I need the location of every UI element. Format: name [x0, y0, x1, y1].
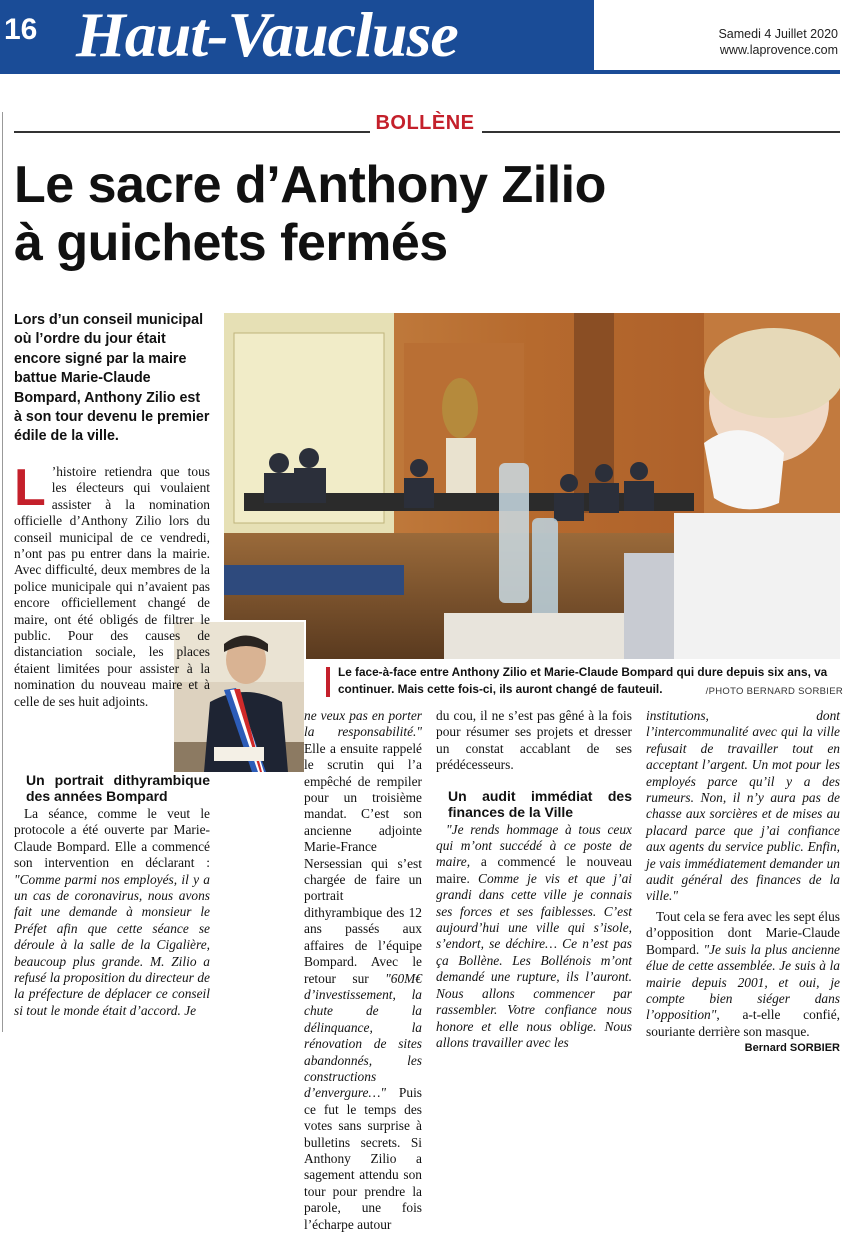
- body-paragraph-7: [646, 909, 840, 1040]
- column-1-bottom: [14, 772, 210, 1019]
- website-link[interactable]: www.laprovence.com: [719, 43, 838, 57]
- column-3: [436, 708, 632, 1051]
- column-1-top: [14, 459, 210, 710]
- page-number: 16: [4, 13, 38, 46]
- body-text: Elle a ensuite rappelé le scrutin qui l’a empêché de rempiler pour un troisième mandat. C’est son ancienne adjointe Marie-France Nersessian qui s’est chargée de faire un portrait dithyrambique des 12 ans passés aux affaires de l’équipe Bompard. Avec le retour sur: [304, 740, 422, 986]
- body-paragraph-1: [14, 459, 210, 710]
- headline-line-1: Le sacre d’Anthony Zilio: [14, 156, 606, 214]
- council-meeting-photo: [224, 313, 840, 659]
- standfirst: Lors d’un conseil municipal où l’ordre du jour était encore signé par la maire battue Marie-Claude Bompard, Anthony Zilio est à son tour devenu le premier édile de la ville.: [14, 312, 210, 445]
- body-paragraph-4: [436, 708, 632, 774]
- photo-credit: /PHOTO BERNARD SORBIER: [705, 686, 843, 697]
- body-paragraph-6: institutions, dont l’intercommunalité avec qui la ville refusait de travailler tout en acceptant l’argent. Un mot pour les employés parce qu’il y a des rumeurs. Non, il n’y aura pas de chasse aux sorcières et de mises au placard parce que j’ai confiance aux agents du service public. Enfin, je vais immédiatement demander un audit général des finances de la ville.": [646, 708, 840, 904]
- drop-cap: L: [14, 459, 46, 517]
- column-2-top: [304, 708, 422, 1233]
- body-text: a commencé le nouveau maire.: [436, 854, 632, 886]
- body-text: La séance, comme le veut le protocole a été ouverte par Marie-Claude Bompard. Elle a commencé son intervention en déclarant :: [14, 806, 210, 871]
- headline-line-2: à guichets fermés: [14, 214, 448, 272]
- rubric: BOLLÈNE: [375, 112, 475, 134]
- quote-text: ne veux pas en porter la responsabilité.": [304, 708, 422, 740]
- quote-text: "Comme parmi nos employés, il y a un cas de coronavirus, nous avons fait une demande à monsieur le Préfet afin que cette séance se déroule à la salle de la Cigalière, beaucoup plus grande. M. Zilio a refusé la proposition du directeur de la préfecture de déplacer ce conseil si tout le monde était d’accord. Je: [14, 871, 210, 1018]
- photo-caption: [338, 664, 843, 700]
- quote-text: "60M€ d’investissement, la chute de la délinquance, la rénovation de sites abandonnés, les constructions d’envergure…": [304, 970, 422, 1101]
- caption-accent-bar: [326, 667, 330, 697]
- subhead-audit: Un audit immédiat des finances de la Ville: [448, 787, 632, 820]
- body-text: , a-t-elle confié, souriante derrière son masque.: [646, 1007, 840, 1039]
- body-text: ’histoire retiendra que tous les électeurs qui voulaient assister à la nomination officielle d’Anthony Zilio lors du conseil municipal de ce vendredi, n’ont pas pu entrer dans la mairie. Avec difficulté, deux membres de la police municipale qui n’avaient pas encore officiellement changé de maire, ont été obligés de filtrer le public. Pour des causes de distanciation sociale, les places étaient limitées pour assister à la nomination du nouveau maire et à celle de ses huit adjoints.: [14, 464, 210, 709]
- body-paragraph-5: [436, 822, 632, 1052]
- body-paragraph-2: [14, 806, 210, 1019]
- author-signature: Bernard SORBIER: [744, 1042, 840, 1055]
- body-paragraph-3a: [304, 708, 422, 1233]
- body-text: Tout cela se fera avec les sept élus d’opposition dont Marie-Claude Bompard.: [646, 908, 840, 957]
- issue-date: Samedi 4 Juillet 2020: [718, 27, 838, 41]
- headline: [14, 156, 606, 272]
- council-meeting-image: [224, 313, 840, 659]
- header-meta: [718, 26, 838, 58]
- margin-rule: [2, 112, 3, 1032]
- caption-text: Le face-à-face entre Anthony Zilio et Marie-Claude Bompard qui dure depuis six ans, va continuer. Mais cette fois-ci, ils auront changé de fauteuil.: [338, 665, 828, 696]
- section-title: Haut-Vaucluse: [76, 0, 458, 70]
- quote-text: Comme je vis et que j’ai grandi dans cette ville je connais ses forces et ses faiblesses. C’est aujourd’hui une ville qui s’isole, s’endort, se déchire… Ce n’est pas ça Bollène. Les Bollénois m’ont demandé une rupture, ils l’auront. Nous allons commencer par rassembler. Votre confiance nous honore et elle nous oblige. Nous allons travailler avec les: [436, 870, 633, 1050]
- body-text: Puis ce fut le temps des votes sans surprise à bulletins secrets. Si Anthony Zilio a sagement attendu son tour pour prendre la parole, une fois l’écharpe autour: [304, 1085, 422, 1232]
- column-4: [646, 708, 840, 1057]
- quote-text: "Je suis la plus ancienne élue de cette assemblée. Je suis à la mairie depuis 2001, et oui, je compte bien siéger dans l’opposition": [646, 941, 841, 1023]
- body-text: du cou, il ne s’est pas gêné à la fois pour résumer ses projets et dresser un constat accablant de ses prédécesseurs.: [436, 708, 632, 773]
- subhead-portrait: Un portrait dithyrambique des années Bompard: [26, 772, 210, 804]
- header-rule: [0, 70, 840, 74]
- quote-text: "Je rends hommage à tous ceux qui m’ont succédé à ce poste de maire,: [436, 821, 632, 870]
